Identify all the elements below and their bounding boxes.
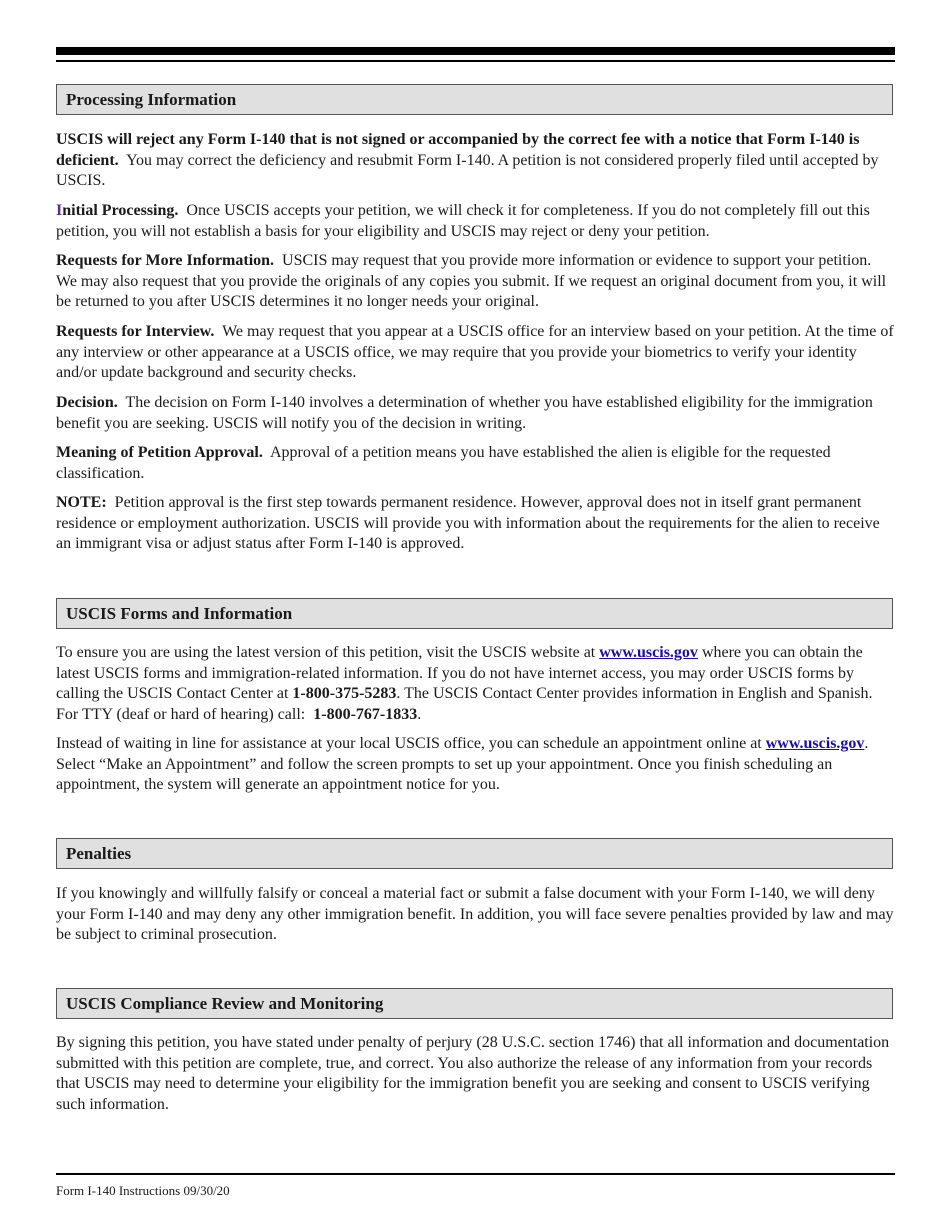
contact-center-phone: 1-800-375-5283 [292,685,397,702]
paragraph-requests-info [56,251,895,313]
paragraph-forms-website [56,643,895,725]
footer-form-id: Form I-140 Instructions 09/30/20 [56,1183,230,1198]
initial-processing-text: Once USCIS accepts your petition, we will check it for completeness. If you do not completely fill out this petition, you will not establish a basis for your eligibility and USCIS may reject or deny your petition. [56,202,870,240]
requests-info-heading: Requests for More Information. [56,252,275,269]
paragraph-decision [56,393,895,434]
section-header-compliance: USCIS Compliance Review and Monitoring [56,988,893,1019]
requests-info-text: USCIS may request that you provide more information or evidence to support your petition. We may also request that you provide the originals of any copies you submit. If we request an original document from you, it will be returned to you after USCIS determines it no longer needs your original. [56,252,887,310]
uscis-appointment-link[interactable]: www.uscis.gov [765,735,865,752]
rejection-text: You may correct the deficiency and resubmit Form I-140. A petition is not considered properly filed until accepted by USCIS. [56,151,879,189]
decision-heading: Decision. [56,394,118,411]
section-header-forms: USCIS Forms and Information [56,598,893,629]
note-heading: NOTE: [56,494,107,511]
paragraph-compliance: By signing this petition, you have stated under penalty of perjury (28 U.S.C. section 1746) that all information and documentation submitted with this petition are complete, true, and correct. You also authorize the release of any information from your records that USCIS may need to determine your eligibility for the immigration benefit you are seeking and consent to USCIS verifying such information. [56,1034,890,1113]
forms-text-4: . [417,705,422,723]
interview-text: We may request that you appear at a USCIS office for an interview based on your petition. At the time of any interview or other appearance at a USCIS office, we may require that you provide your biometrics to verify your identity and/or update background and security checks. [56,323,894,381]
initial-letter: I [56,202,63,219]
forms-text-2: where you can obtain the latest USCIS forms and immigration-related information. If you do not have internet access, you may order USCIS forms by calling the USCIS Contact Center at [56,644,863,702]
initial-processing-heading: nitial Processing. [62,202,179,219]
paragraph-approval [56,443,895,484]
header-thin-rule [56,60,895,62]
rejection-bold: USCIS will reject any Form I-140 that is not signed or accompanied by the correct fee with a notice that Form I-140 is deficient. [56,131,860,169]
note-text: Petition approval is the first step towards permanent residence. However, approval does not in itself grant permanent residence or employment authorization. USCIS will provide you with information about the requirements for the alien to receive an immigrant visa or adjust status after Form I-140 is approved. [56,494,880,552]
forms-text-1: To ensure you are using the latest version of this petition, visit the USCIS website at [56,644,596,661]
decision-text: The decision on Form I-140 involves a determination of whether you have established eligibility for the immigration benefit you are seeking. USCIS will notify you of the decision in writing. [56,394,873,432]
uscis-website-link[interactable]: www.uscis.gov [599,644,698,661]
section-header-processing: Processing Information [56,84,893,115]
paragraph-interview [56,322,895,384]
appointment-text-1: Instead of waiting in line for assistance at your local USCIS office, you can schedule an appointment online at [56,735,762,752]
section-header-penalties: Penalties [56,838,893,869]
paragraph-appointment [56,734,895,796]
header-thick-rule [56,47,895,55]
paragraph-initial-processing [56,201,895,242]
approval-heading: Meaning of Petition Approval. [56,444,263,461]
approval-text: Approval of a petition means you have established the alien is eligible for the requested classification. [56,444,831,482]
footer-rule [56,1173,895,1175]
paragraph-note [56,493,895,555]
paragraph-penalties: If you knowingly and willfully falsify or conceal a material fact or submit a false document with your Form I-140, we will deny your Form I-140 and may deny any other immigration benefit. In addition, you will face severe penalties provided by law and may be subject to criminal prosecution. [56,885,894,943]
appointment-text-2: . Select “Make an Appointment” and follow the screen prompts to set up your appointment. Once you finish scheduling an appointment, the system will generate an appointment notice for you. [56,735,869,793]
interview-heading: Requests for Interview. [56,323,215,340]
paragraph-rejection [56,130,895,192]
forms-text-3: . The USCIS Contact Center provides information in English and Spanish. For TTY (deaf or hard of hearing) call: [56,685,873,723]
tty-phone: 1-800-767-1833 [313,705,418,723]
